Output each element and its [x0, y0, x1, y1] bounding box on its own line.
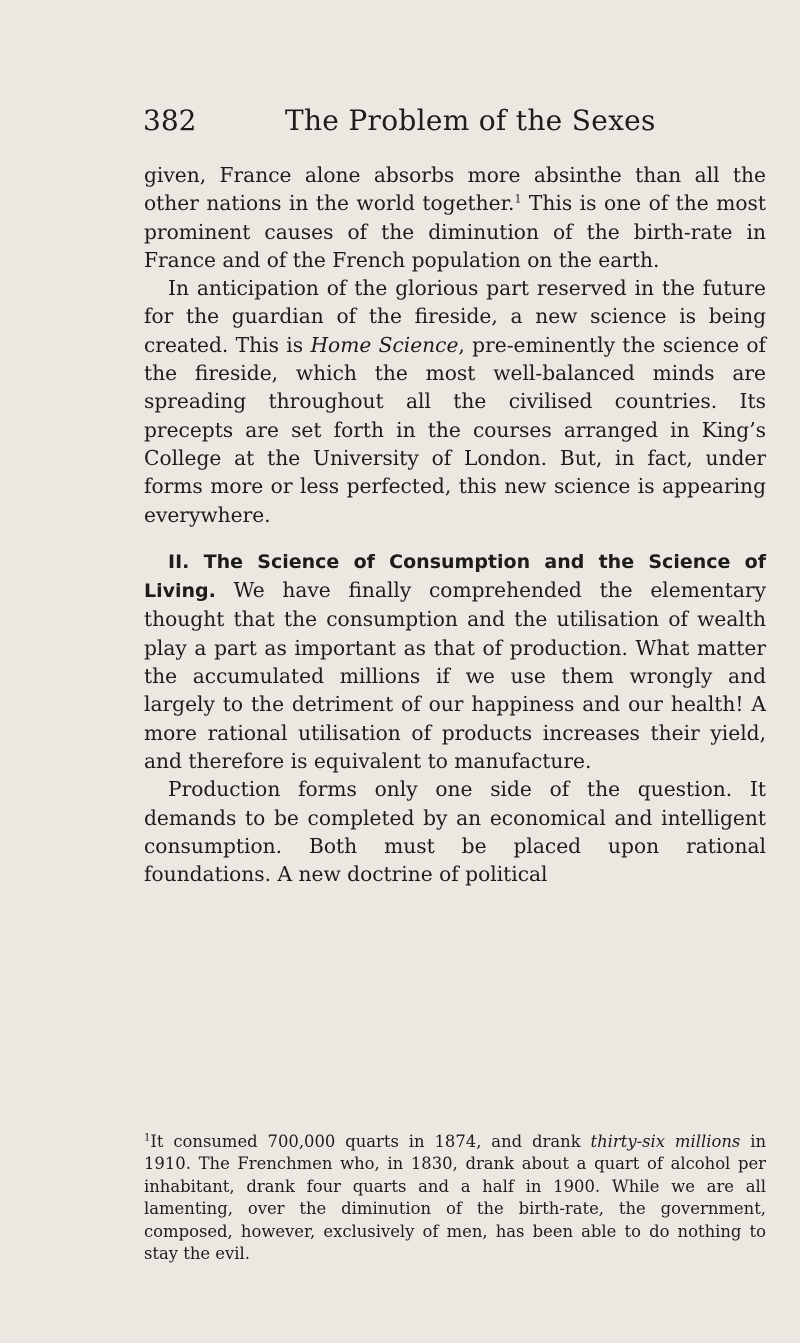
section-heading: II. The Science of Consumption and the Science of Living. [144, 550, 766, 603]
paragraph-2: In anticipation of the glorious part reserved in the future for the guardian of the fireside, a new science is being created. This is Home Science, pre-eminently the science of the fireside, which the most well-balanced minds are spreading throughout all the civilised countries. Its precepts are set forth in the courses arranged in King’s College at the University of London. But, in fact, under forms more or less perfected, this new science is appearing everywhere. [144, 276, 766, 527]
page-header [143, 104, 663, 148]
footnote-marker: 1 [144, 1132, 151, 1144]
footnote-emphasis: thirty-six millions [590, 1132, 741, 1151]
footnote: $^1$It consumed 700,000 quarts in 1874, and drank thirty-six millions in 1910. The Frenchmen who, in 1830, drank about a quart of alcohol per inhabitant, drank four quarts and a half in 1900. While we are all lamenting, over the diminution of the birth-rate, the government, composed, however, exclusively of men, has been able to do nothing to stay the evil. [144, 1132, 766, 1264]
home-science-title: Home Science [310, 332, 459, 357]
footnote-reference: 1 [514, 192, 522, 206]
running-head: The Problem of the Sexes [285, 104, 656, 137]
paragraph-4: Production forms only one side of the question. It demands to be completed by an economical and intelligent consumption. Both must be placed upon rational foundations. A new doctrine of political [144, 777, 766, 887]
paragraph-3: II. The Science of Consumption and the Science of Living. We have finally comprehended the elementary thought that the consumption and the utilisation of wealth play a part as important as that of production. What matter the accumulated millions if we use them wrongly and largely to the detriment of our happiness and our health! A more rational utilisation of products increases their yield, and therefore is equivalent to manufacture. [144, 550, 766, 773]
page-number: 382 [143, 104, 197, 137]
paragraph-1: given, France alone absorbs more absinthe than all the other nations in the world together.$^1$ This is one of the most prominent causes of the diminution of the birth-rate in France and of the French population on the earth. [144, 163, 766, 272]
body-text [144, 161, 766, 888]
